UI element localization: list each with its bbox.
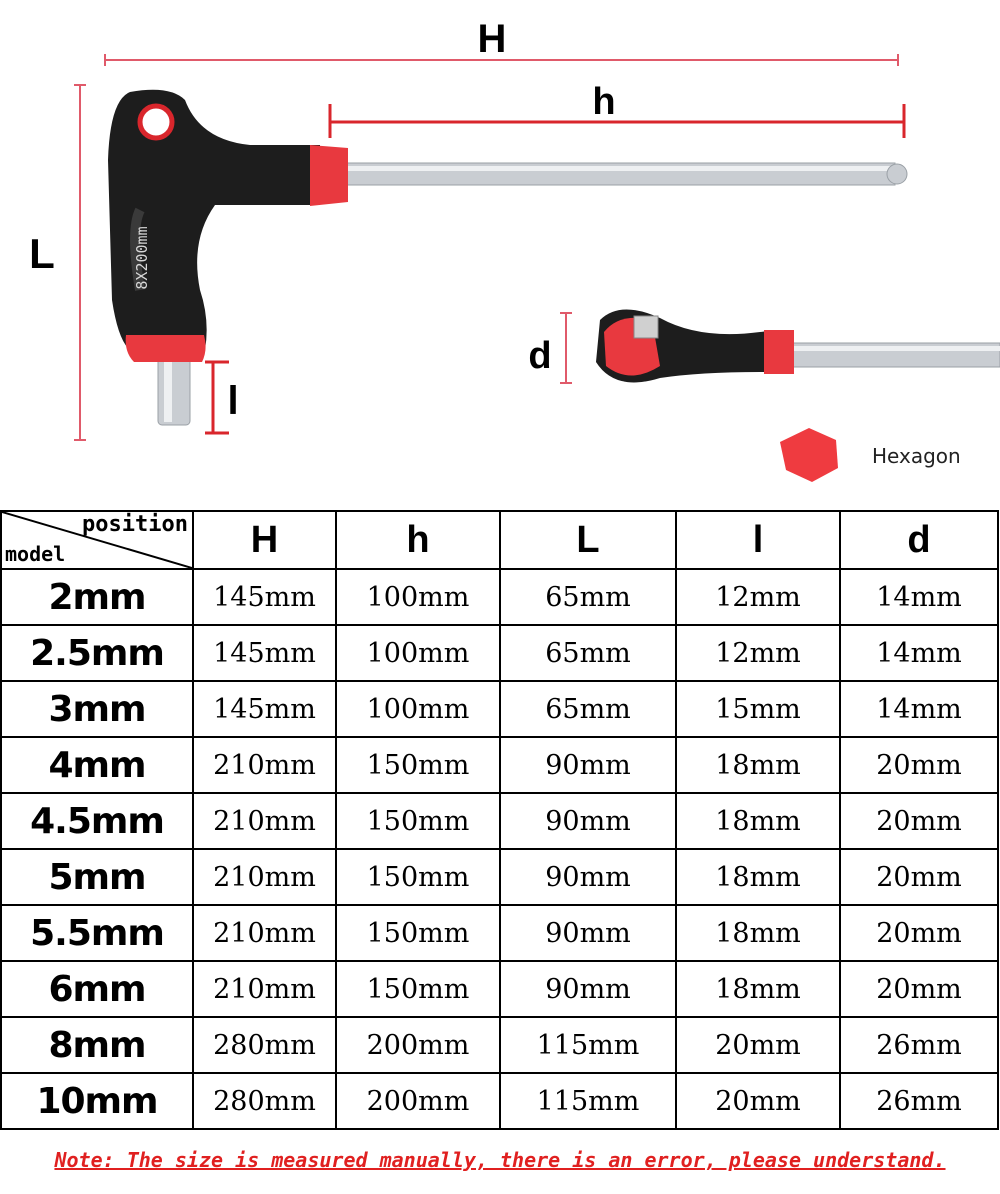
value-h: 100mm: [336, 569, 500, 625]
model-cell: 2mm: [1, 569, 193, 625]
header-h: h: [336, 511, 500, 569]
dimension-d-label: d: [528, 335, 552, 377]
dimension-l-label: l: [227, 379, 239, 423]
table-row: [1, 793, 998, 849]
value-d: 26mm: [840, 1017, 998, 1073]
value-L: 90mm: [500, 793, 676, 849]
value-h: 100mm: [336, 681, 500, 737]
dimension-L-label: L: [29, 230, 55, 277]
value-h: 150mm: [336, 961, 500, 1017]
value-h: 200mm: [336, 1017, 500, 1073]
value-d: 14mm: [840, 625, 998, 681]
value-d: 26mm: [840, 1073, 998, 1129]
table-row: [1, 625, 998, 681]
value-L: 90mm: [500, 737, 676, 793]
value-l: 15mm: [676, 681, 840, 737]
value-h: 150mm: [336, 905, 500, 961]
value-h: 200mm: [336, 1073, 500, 1129]
table-row: [1, 569, 998, 625]
model-cell: 4.5mm: [1, 793, 193, 849]
table-header-row: [1, 511, 998, 569]
value-l: 18mm: [676, 737, 840, 793]
value-L: 90mm: [500, 849, 676, 905]
dimension-h-label: h: [592, 81, 616, 123]
corner-header: [1, 511, 193, 569]
value-l: 18mm: [676, 793, 840, 849]
value-H: 280mm: [193, 1073, 336, 1129]
value-l: 20mm: [676, 1073, 840, 1129]
value-L: 115mm: [500, 1017, 676, 1073]
value-H: 210mm: [193, 849, 336, 905]
hexagon-legend: [780, 428, 961, 482]
value-L: 90mm: [500, 961, 676, 1017]
hexagon-label: Hexagon: [872, 444, 961, 468]
value-L: 65mm: [500, 569, 676, 625]
table-row: [1, 849, 998, 905]
value-H: 210mm: [193, 905, 336, 961]
corner-position-label: position: [82, 512, 188, 537]
value-H: 145mm: [193, 569, 336, 625]
corner-model-label: model: [5, 542, 66, 566]
value-H: 280mm: [193, 1017, 336, 1073]
value-l: 20mm: [676, 1017, 840, 1073]
value-H: 145mm: [193, 625, 336, 681]
value-H: 210mm: [193, 793, 336, 849]
header-L: L: [500, 511, 676, 569]
table-row: [1, 961, 998, 1017]
model-cell: 5.5mm: [1, 905, 193, 961]
value-L: 115mm: [500, 1073, 676, 1129]
value-l: 18mm: [676, 961, 840, 1017]
tool-dimension-diagram: [0, 0, 1000, 505]
header-l: l: [676, 511, 840, 569]
model-cell: 10mm: [1, 1073, 193, 1129]
value-h: 150mm: [336, 849, 500, 905]
handle-marking: 8X200mm: [133, 226, 151, 290]
size-spec-table: [0, 510, 999, 1130]
value-d: 14mm: [840, 681, 998, 737]
value-h: 150mm: [336, 793, 500, 849]
value-d: 20mm: [840, 849, 998, 905]
value-L: 65mm: [500, 681, 676, 737]
value-l: 18mm: [676, 905, 840, 961]
t-handle-wrench: [108, 90, 907, 425]
table-row: [1, 681, 998, 737]
model-cell: 6mm: [1, 961, 193, 1017]
header-H: H: [193, 511, 336, 569]
value-h: 100mm: [336, 625, 500, 681]
value-l: 12mm: [676, 569, 840, 625]
model-cell: 2.5mm: [1, 625, 193, 681]
table-row: [1, 737, 998, 793]
dimension-L: [74, 85, 86, 440]
value-l: 12mm: [676, 625, 840, 681]
table-row: [1, 1017, 998, 1073]
value-d: 20mm: [840, 905, 998, 961]
value-L: 65mm: [500, 625, 676, 681]
value-d: 20mm: [840, 961, 998, 1017]
measurement-note: Note: The size is measured manually, there is an error, please understand.: [54, 1148, 946, 1172]
value-d: 14mm: [840, 569, 998, 625]
value-H: 210mm: [193, 737, 336, 793]
model-cell: 4mm: [1, 737, 193, 793]
model-cell: 5mm: [1, 849, 193, 905]
dimension-h: [330, 104, 904, 138]
model-cell: 3mm: [1, 681, 193, 737]
table-row: [1, 905, 998, 961]
hexagon-icon: [780, 428, 838, 482]
wrench-top-view: [596, 309, 1000, 382]
value-H: 145mm: [193, 681, 336, 737]
value-d: 20mm: [840, 737, 998, 793]
table-row: [1, 1073, 998, 1129]
value-h: 150mm: [336, 737, 500, 793]
dimension-l: [205, 362, 229, 433]
header-d: d: [840, 511, 998, 569]
dimension-d: [560, 313, 572, 383]
value-d: 20mm: [840, 793, 998, 849]
model-cell: 8mm: [1, 1017, 193, 1073]
value-l: 18mm: [676, 849, 840, 905]
dimension-H-label: H: [477, 17, 507, 61]
value-H: 210mm: [193, 961, 336, 1017]
value-L: 90mm: [500, 905, 676, 961]
